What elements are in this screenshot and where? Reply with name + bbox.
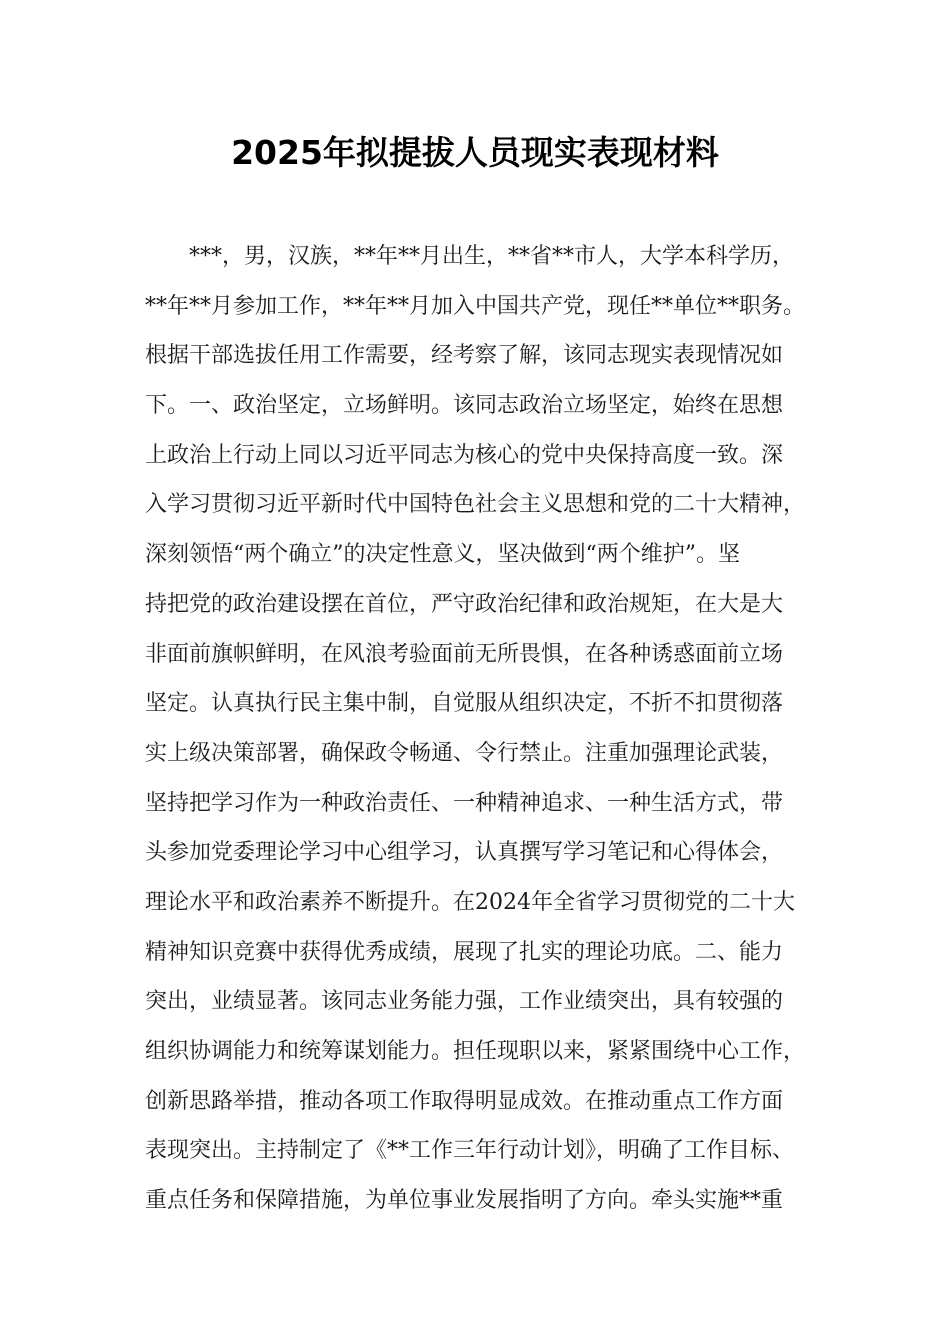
body-line-14: 理论水平和政治素养不断提升。在2024年全省学习贯彻党的二十大 xyxy=(145,889,795,915)
body-line-11: 实上级决策部署，确保政令畅通、令行禁止。注重加强理论武装， xyxy=(145,740,784,766)
body-line-13: 头参加党委理论学习中心组学习，认真撰写学习笔记和心得体会， xyxy=(145,840,784,866)
body-line-5: 上政治上行动上同以习近平同志为核心的党中央保持高度一致。深 xyxy=(145,442,784,468)
body-line-8: 持把党的政治建设摆在首位，严守政治纪律和政治规矩，在大是大 xyxy=(145,591,784,617)
body-line-4: 下。一、政治坚定，立场鲜明。该同志政治立场坚定，始终在思想 xyxy=(145,393,784,419)
body-line-1: ***，男，汉族，**年**月出生，**省**市人，大学本科学历， xyxy=(189,244,795,269)
body-line-15: 精神知识竞赛中获得优秀成绩，展现了扎实的理论功底。二、能力 xyxy=(145,939,784,965)
document-body xyxy=(145,232,835,1226)
document-title: 2025年拟提拔人员现实表现材料 xyxy=(231,133,719,172)
body-line-10: 坚定。认真执行民主集中制，自觉服从组织决定，不折不扣贯彻落 xyxy=(145,691,784,717)
body-line-20: 重点任务和保障措施，为单位事业发展指明了方向。牵头实施**重 xyxy=(145,1188,784,1214)
body-line-12: 坚持把学习作为一种政治责任、一种精神追求、一种生活方式，带 xyxy=(145,790,784,816)
body-line-3: 根据干部选拔任用工作需要，经考察了解，该同志现实表现情况如 xyxy=(145,343,784,369)
body-line-19: 表现突出。主持制定了《**工作三年行动计划》，明确了工作目标、 xyxy=(145,1138,795,1164)
body-line-7: 深刻领悟“两个确立”的决定性意义，坚决做到“两个维护”。坚 xyxy=(145,542,740,568)
body-line-9: 非面前旗帜鲜明，在风浪考验面前无所畏惧，在各种诱惑面前立场 xyxy=(145,641,784,667)
body-line-17: 组织协调能力和统筹谋划能力。担任现职以来，紧紧围绕中心工作， xyxy=(145,1039,806,1064)
body-line-2: **年**月参加工作，**年**月加入中国共产党，现任**单位**职务。 xyxy=(145,293,806,319)
body-line-16: 突出，业绩显著。该同志业务能力强，工作业绩突出，具有较强的 xyxy=(145,989,784,1015)
body-line-18: 创新思路举措，推动各项工作取得明显成效。在推动重点工作方面 xyxy=(145,1088,784,1114)
body-line-6: 入学习贯彻习近平新时代中国特色社会主义思想和党的二十大精神， xyxy=(145,492,806,518)
